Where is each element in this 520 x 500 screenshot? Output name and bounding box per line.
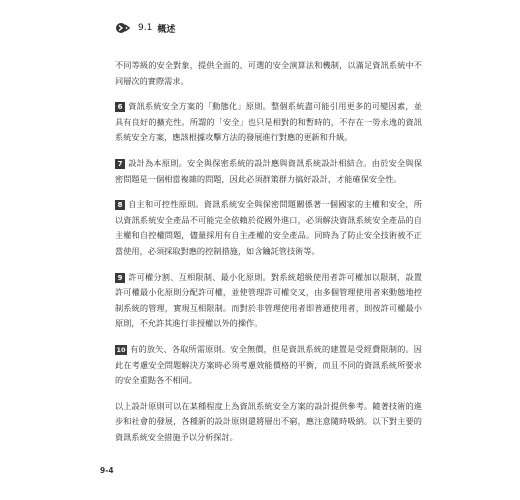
number-badge: 8: [115, 200, 125, 210]
paragraph-text: 許可權分割、互相限制、最小化原則。對系統超級使用者許可權加以限制，設置許可權最小化原則分配許可權，並使管理許可權交叉，由多個管理使用者來動態地控制系統的管理，實現互相限制。而對於非管理使用者即普通使用者，則按許可權最小原則，不允許其進行非授權以外的操作。: [115, 271, 422, 329]
number-badge: 10: [116, 345, 126, 354]
section-title: 概述: [157, 24, 176, 35]
page-number: 9-4: [100, 466, 114, 475]
paragraph-text: 有的放矢、各取所需原則。安全無價，但是資訊系統的建置是受經費限制的。因此在考慮安全問題解決方案時必須考慮效能價格的平衡，而且不同的資訊系統所要求的安全重點各不相同。: [115, 343, 422, 386]
number-badge: 9: [115, 273, 125, 283]
paragraph-text: 自主和可控性原則。資訊系統安全與保密問題關係著一個國家的主權和安全，所以資訊系統安全產品不可能完全依賴於從國外進口，必須解決資訊系統安全產品的自主權和自控權問題，儘量採用有自主產權的安全產品。同時為了防止安全技術被不正當使用，必須採取對應的控制措施，如含鑰託管技術等。: [115, 199, 422, 256]
section-header: [115, 20, 175, 36]
paragraph-principle-6: [115, 99, 422, 146]
paragraph-principle-8: [115, 197, 422, 259]
paragraph-text: 資訊系統安全方案的「動態化」原則。整個系統盡可能引用更多的可變因素，並具有良好的擴充性。所謂的「安全」也只是相對的和暫時的，不存在一勞永逸的資訊系統安全方案，應該根據攻擊方法的發展進行對應的更新和升級。: [115, 101, 422, 143]
number-badge: 6: [115, 102, 125, 112]
paragraph-text: 設計為本原則。安全與保密系統的設計應與資訊系統設計相結合。由於安全與保密問題是一個相當複雜的問題，因此必須群策群力搞好設計，才能確保安全性。: [115, 157, 422, 184]
section-bullet-icon: [115, 22, 133, 34]
paragraph-principle-9: [115, 270, 422, 332]
number-badge: 7: [115, 159, 125, 169]
body-text: [115, 58, 422, 455]
paragraph-principle-10: [115, 342, 422, 389]
paragraph-text: 不同等級的安全對象，提供全面的、可選的安全演算法和機制，以滿足資訊系統中不同層次的實際需求。: [115, 60, 422, 86]
paragraph-principle-7: [115, 156, 422, 187]
paragraph-conclusion: [115, 399, 422, 446]
paragraph-text: 以上設計原則可以在某種程度上為資訊系統安全方案的設計提供參考。隨著技術的進步和社會的發展，各種新的設計原則還將層出不窮，應注意隨時吸納。以下對主要的資訊系統安全措施予以分析探討。: [115, 400, 422, 442]
paragraph-intro: [115, 58, 422, 89]
section-number: 9.1: [138, 23, 153, 33]
